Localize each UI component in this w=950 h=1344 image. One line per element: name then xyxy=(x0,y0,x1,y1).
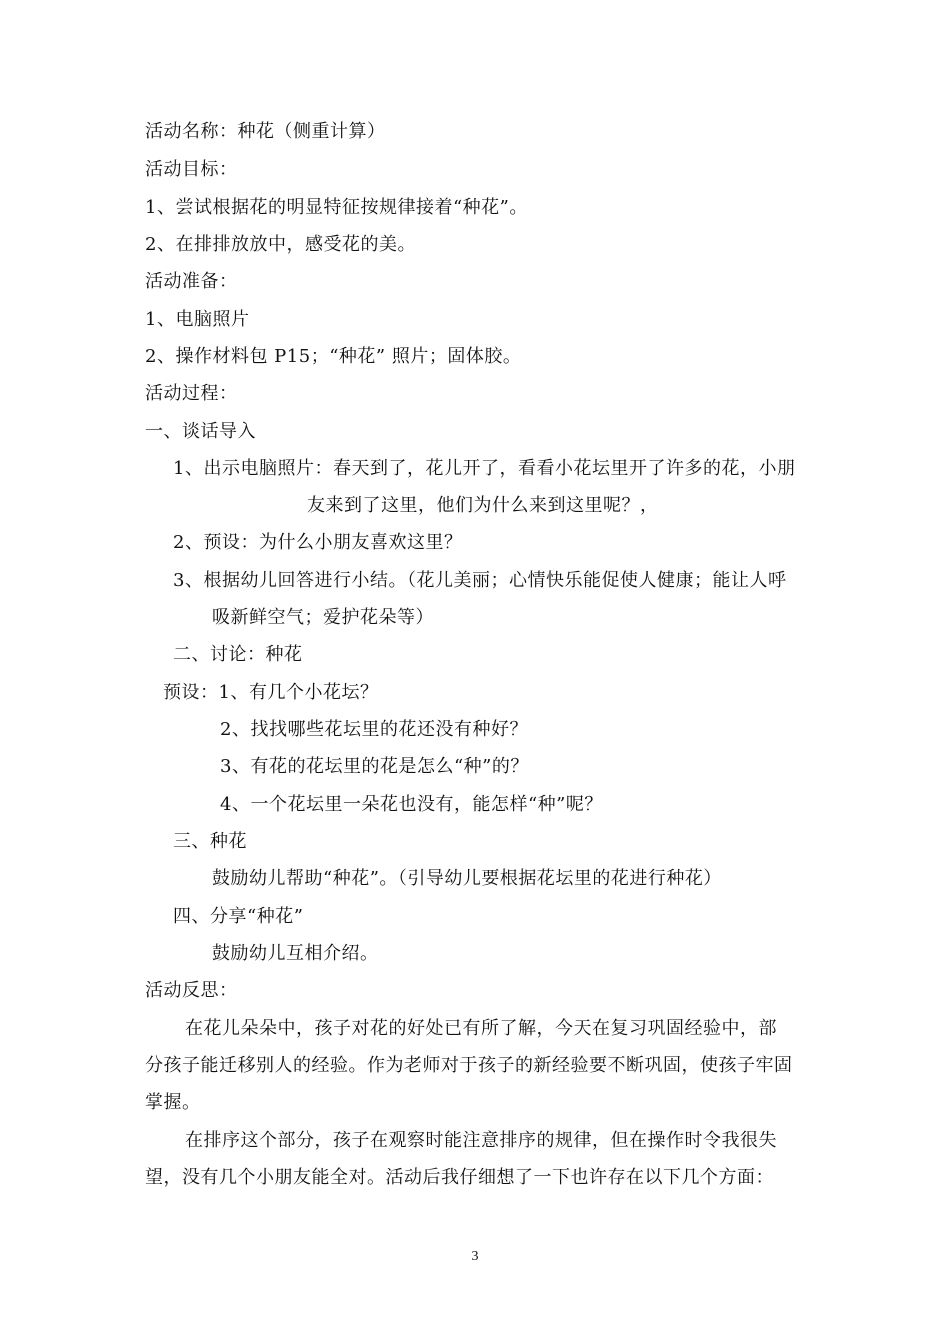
section-4-heading: 四、分享“种花” xyxy=(173,906,304,927)
reflection-p1-line1: 在花儿朵朵中，孩子对花的好处已有所了解，今天在复习巩固经验中，部 xyxy=(185,1018,777,1039)
goal-item-1: 1、尝试根据花的明显特征按规律接着“种花”。 xyxy=(145,197,528,218)
section-3-body: 鼓励幼儿帮助“种花”。（引导幼儿要根据花坛里的花进行种花） xyxy=(212,868,722,889)
activity-goals-heading: 活动目标： xyxy=(145,159,238,180)
discussion-item-3: 3、有花的花坛里的花是怎么“种”的？ xyxy=(220,756,529,777)
activity-process-heading: 活动过程： xyxy=(145,383,238,404)
section-4-body: 鼓励幼儿互相介绍。 xyxy=(212,943,379,964)
process-item-1: 1、出示电脑照片：春天到了，花儿开了，看看小花坛里开了许多的花，小朋 xyxy=(173,458,796,479)
section-2-heading: 二、讨论：种花 xyxy=(173,644,303,665)
discussion-item-4: 4、一个花坛里一朵花也没有，能怎样“种”呢？ xyxy=(220,794,603,815)
section-3-heading: 三、种花 xyxy=(173,831,247,852)
preparation-item-2: 2、操作材料包 P15；“种花” 照片；固体胶。 xyxy=(145,346,522,367)
process-item-2: 2、预设：为什么小朋友喜欢这里？ xyxy=(173,532,463,553)
discussion-item-1: 预设：1、有几个小花坛？ xyxy=(163,682,379,703)
reflection-p2-line1: 在排序这个部分，孩子在观察时能注意排序的规律，但在操作时令我很失 xyxy=(185,1130,777,1151)
reflection-p2-line2: 望，没有几个小朋友能全对。活动后我仔细想了一下也许存在以下几个方面： xyxy=(145,1167,774,1188)
page-number: 3 xyxy=(471,1249,479,1264)
process-item-3: 3、根据幼儿回答进行小结。（花儿美丽；心情快乐能促使人健康；能让人呼 xyxy=(173,570,787,591)
section-1-heading: 一、谈话导入 xyxy=(145,421,256,442)
reflection-p1-line2: 分孩子能迁移别人的经验。作为老师对于孩子的新经验要不断巩固，使孩子牢固 xyxy=(145,1055,793,1076)
activity-preparation-heading: 活动准备： xyxy=(145,271,238,292)
discussion-item-2: 2、找找哪些花坛里的花还没有种好？ xyxy=(220,719,528,740)
process-item-3-cont: 吸新鲜空气；爱护花朵等） xyxy=(212,607,434,628)
reflection-heading: 活动反思： xyxy=(145,980,238,1001)
activity-name-line: 活动名称：种花（侧重计算） xyxy=(145,121,386,142)
goal-item-2: 2、在排排放放中，感受花的美。 xyxy=(145,234,416,255)
process-item-1-cont: 友来到了这里，他们为什么来到这里呢？， xyxy=(307,495,659,516)
preparation-item-1: 1、电脑照片 xyxy=(145,309,250,330)
reflection-p1-line3: 掌握。 xyxy=(145,1092,201,1113)
